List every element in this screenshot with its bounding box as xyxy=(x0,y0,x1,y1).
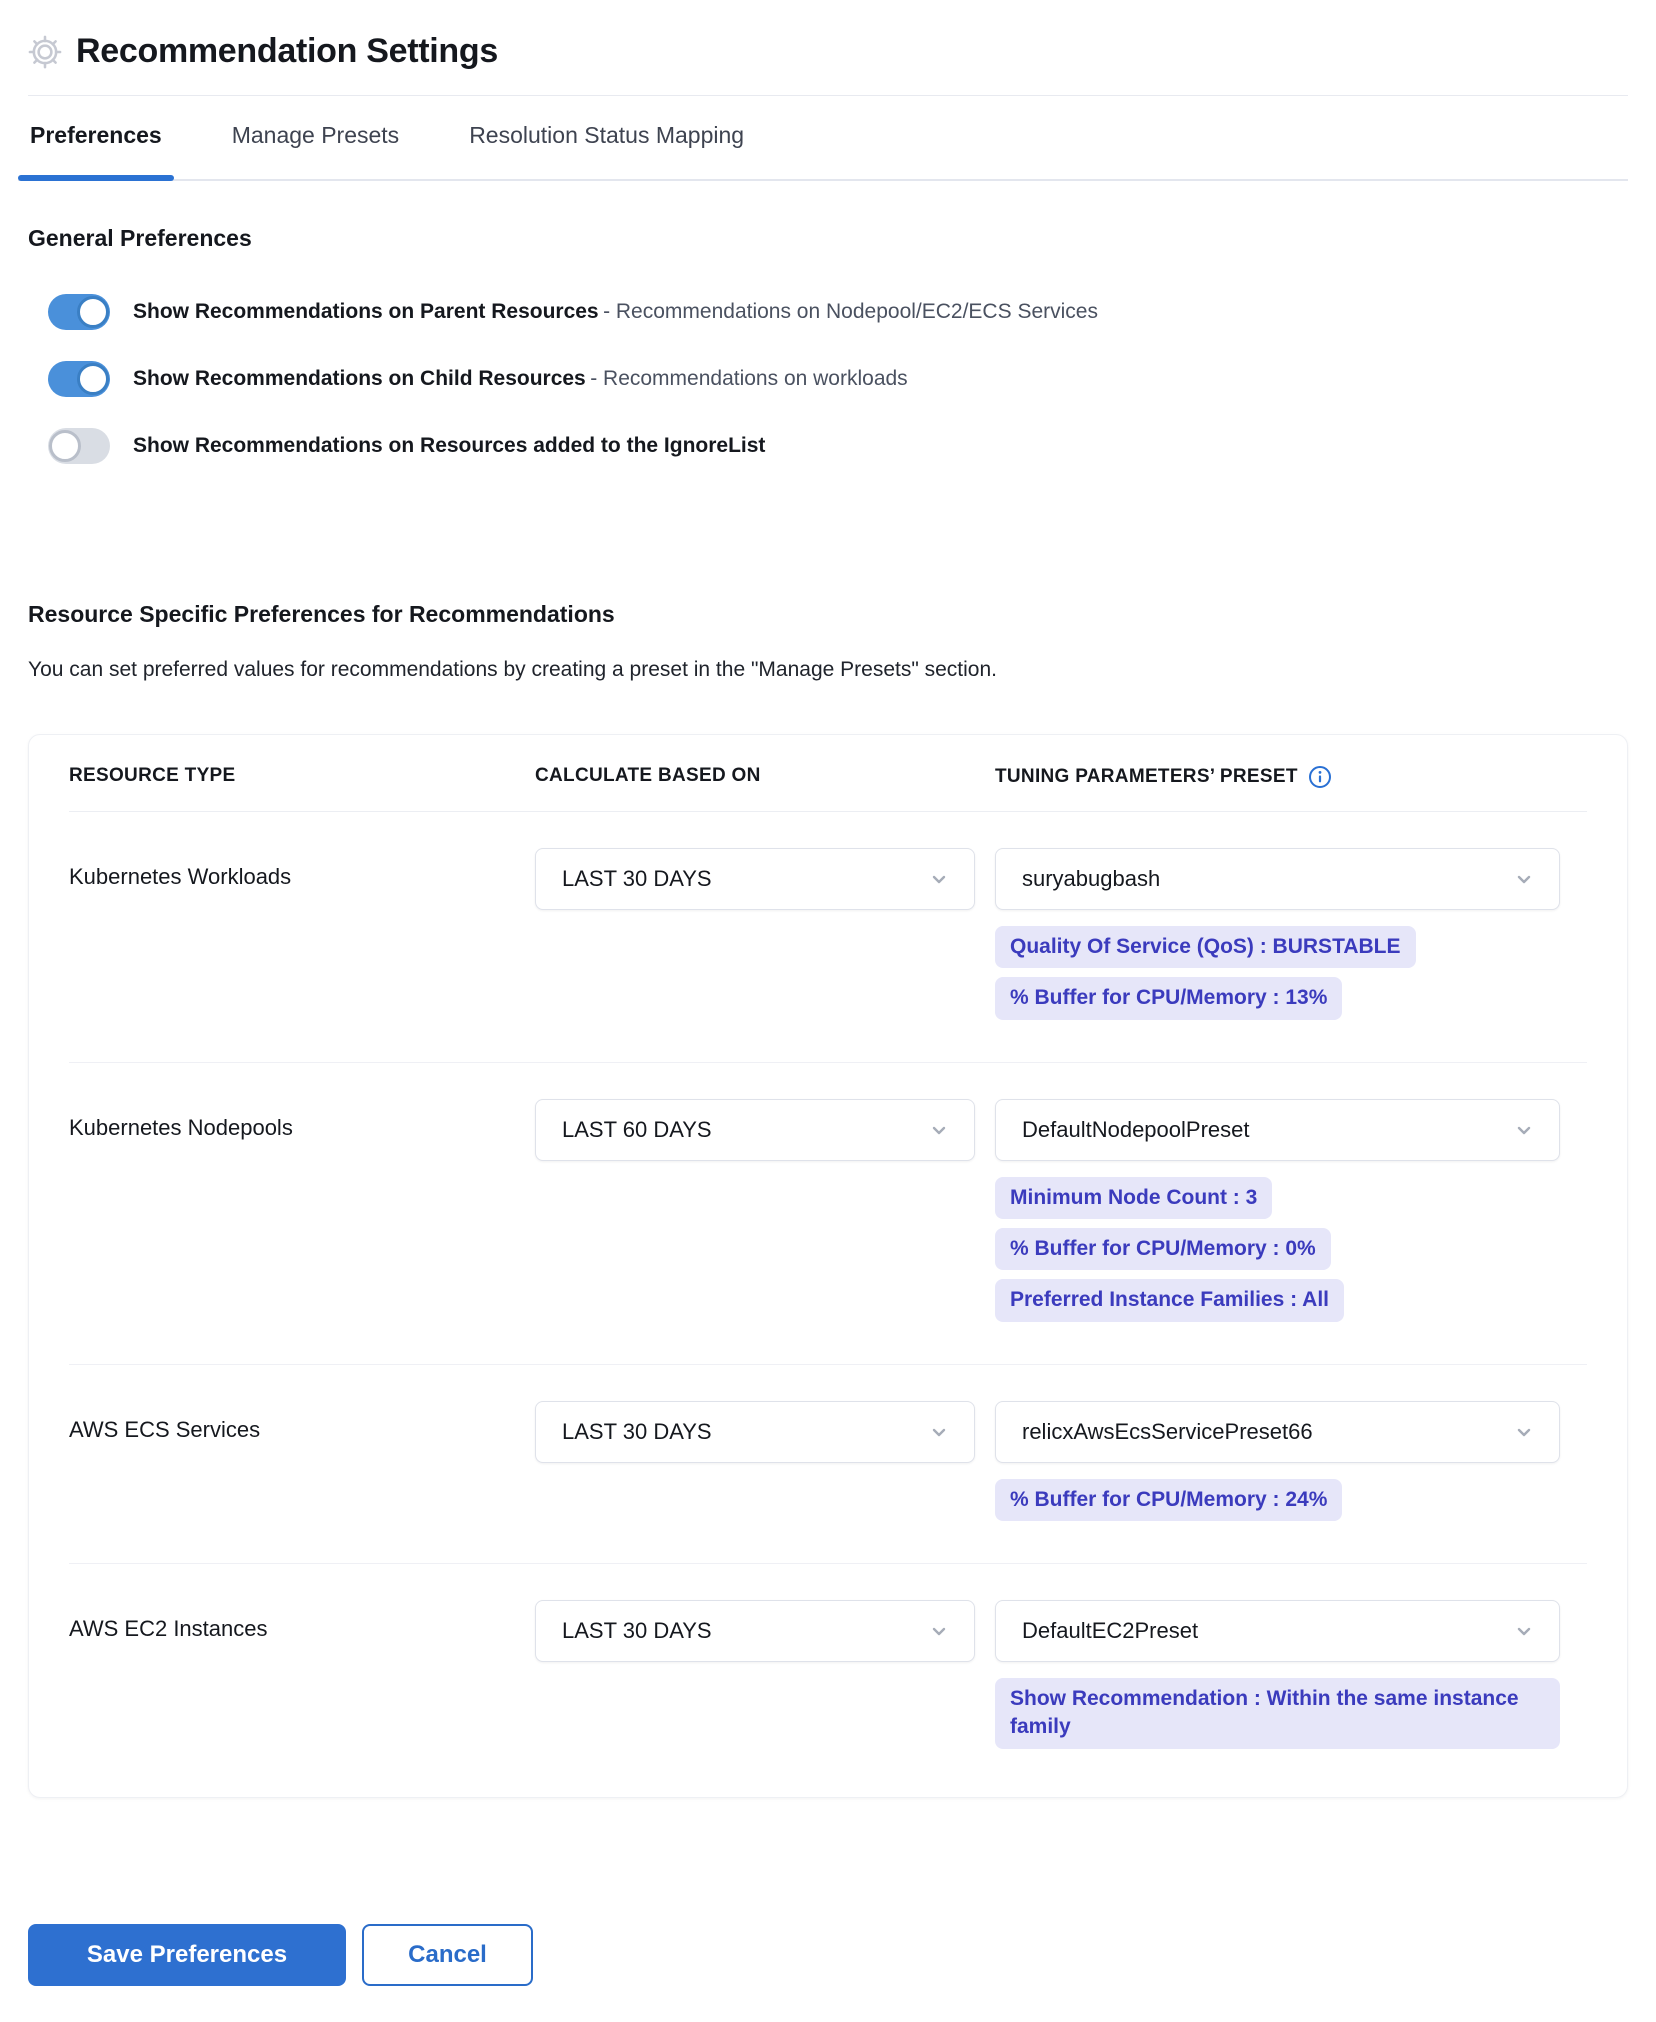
tab-preferences[interactable]: Preferences xyxy=(18,122,174,179)
chevron-down-icon xyxy=(928,1421,950,1443)
preset-badge: Show Recommendation : Within the same instance family xyxy=(995,1678,1560,1749)
column-header-tuning-preset xyxy=(995,765,1587,789)
toggle-knob xyxy=(49,430,81,462)
preset-badge: Preferred Instance Families : All xyxy=(995,1279,1344,1321)
general-preferences-toggle-list xyxy=(48,278,1628,479)
chevron-down-icon xyxy=(928,1119,950,1141)
toggle-label: Show Recommendations on Resources added to the IgnoreList xyxy=(133,433,766,457)
toggle-knob xyxy=(77,296,109,328)
toggle-parent-resources[interactable] xyxy=(48,294,110,330)
toggle-label: Show Recommendations on Parent Resources xyxy=(133,299,599,323)
preset-badge: % Buffer for CPU/Memory : 24% xyxy=(995,1479,1342,1521)
preset-cell xyxy=(995,848,1587,1020)
preset-badges xyxy=(995,926,1587,1020)
preset-badge: % Buffer for CPU/Memory : 13% xyxy=(995,977,1342,1019)
resource-type-label: Kubernetes Nodepools xyxy=(69,1114,293,1140)
tab-manage-presets[interactable]: Manage Presets xyxy=(231,122,400,148)
select-value: LAST 60 DAYS xyxy=(562,1116,712,1142)
preset-select[interactable] xyxy=(995,1401,1560,1463)
preset-badge: Minimum Node Count : 3 xyxy=(995,1177,1272,1219)
resource-type-label: AWS EC2 Instances xyxy=(69,1616,268,1642)
toggle-text xyxy=(133,367,908,391)
preset-cell xyxy=(995,1600,1587,1749)
select-value: suryabugbash xyxy=(1022,866,1161,891)
select-value: LAST 30 DAYS xyxy=(562,1618,712,1644)
toggle-knob xyxy=(77,363,109,395)
save-preferences-button[interactable]: Save Preferences xyxy=(28,1924,346,1986)
gear-icon xyxy=(28,35,62,69)
column-header-tuning-preset-label: TUNING PARAMETERS’ PRESET xyxy=(995,766,1298,787)
calculate-based-on-cell xyxy=(535,848,995,910)
table-row xyxy=(69,1564,1587,1791)
column-header-calculate-based-on: CALCULATE BASED ON xyxy=(535,765,761,786)
toggle-description: - Recommendations on Nodepool/EC2/ECS Services xyxy=(603,299,1098,323)
preset-badge: Quality Of Service (QoS) : BURSTABLE xyxy=(995,926,1416,968)
calculate-based-on-select[interactable] xyxy=(535,1600,975,1662)
tab-resolution-status-mapping[interactable]: Resolution Status Mapping xyxy=(469,122,745,148)
calculate-based-on-cell xyxy=(535,1600,995,1662)
select-value: relicxAwsEcsServicePreset66 xyxy=(1022,1418,1313,1444)
chevron-down-icon xyxy=(928,1620,950,1642)
chevron-down-icon xyxy=(1513,1620,1535,1642)
toggle-text xyxy=(133,300,1098,324)
toggle-child-resources[interactable] xyxy=(48,361,110,397)
select-value: DefaultNodepoolPreset xyxy=(1022,1116,1250,1142)
chevron-down-icon xyxy=(1513,868,1535,890)
toggle-description: - Recommendations on workloads xyxy=(590,366,908,390)
resource-type-label: AWS ECS Services xyxy=(69,1416,261,1442)
page-header xyxy=(28,0,1628,96)
calculate-based-on-select[interactable] xyxy=(535,1099,975,1161)
toggle-row-ignorelist-resources xyxy=(48,412,1628,479)
preset-select[interactable] xyxy=(995,848,1560,910)
column-header-resource-type: RESOURCE TYPE xyxy=(69,765,236,786)
preset-badge: % Buffer for CPU/Memory : 0% xyxy=(995,1228,1331,1270)
toggle-row-child-resources xyxy=(48,345,1628,412)
cancel-button[interactable]: Cancel xyxy=(362,1924,533,1986)
preset-badges xyxy=(995,1479,1587,1521)
chevron-down-icon xyxy=(1513,1119,1535,1141)
table-row xyxy=(69,812,1587,1063)
chevron-down-icon xyxy=(928,868,950,890)
preset-select[interactable] xyxy=(995,1099,1560,1161)
toggle-text xyxy=(133,434,765,458)
resource-preferences-description: You can set preferred values for recommendations by creating a preset in the "Manage Presets" section. xyxy=(28,658,997,681)
calculate-based-on-select[interactable] xyxy=(535,848,975,910)
toggle-row-parent-resources xyxy=(48,278,1628,345)
resource-preferences-heading: Resource Specific Preferences for Recommendations xyxy=(28,601,615,627)
calculate-based-on-select[interactable] xyxy=(535,1401,975,1463)
preset-cell xyxy=(995,1401,1587,1521)
table-row xyxy=(69,1365,1587,1564)
preset-cell xyxy=(995,1099,1587,1322)
toggle-label: Show Recommendations on Child Resources xyxy=(133,366,586,390)
resource-preferences-table xyxy=(28,734,1628,1798)
table-row xyxy=(69,1063,1587,1365)
calculate-based-on-cell xyxy=(535,1401,995,1463)
chevron-down-icon xyxy=(1513,1421,1535,1443)
select-value: LAST 30 DAYS xyxy=(562,1418,712,1444)
tab-bar xyxy=(18,96,1628,181)
select-value: LAST 30 DAYS xyxy=(562,866,712,891)
general-preferences-heading: General Preferences xyxy=(28,225,252,251)
resource-type-label: Kubernetes Workloads xyxy=(69,864,292,889)
calculate-based-on-cell xyxy=(535,1099,995,1161)
table-header-row xyxy=(69,735,1587,812)
footer-actions xyxy=(28,1924,1628,2022)
page-title: Recommendation Settings xyxy=(76,32,498,70)
select-value: DefaultEC2Preset xyxy=(1022,1618,1199,1644)
preset-select[interactable] xyxy=(995,1600,1560,1662)
info-icon[interactable] xyxy=(1308,765,1332,789)
preset-badges xyxy=(995,1678,1587,1749)
toggle-ignorelist-resources[interactable] xyxy=(48,428,110,464)
preset-badges xyxy=(995,1177,1587,1322)
